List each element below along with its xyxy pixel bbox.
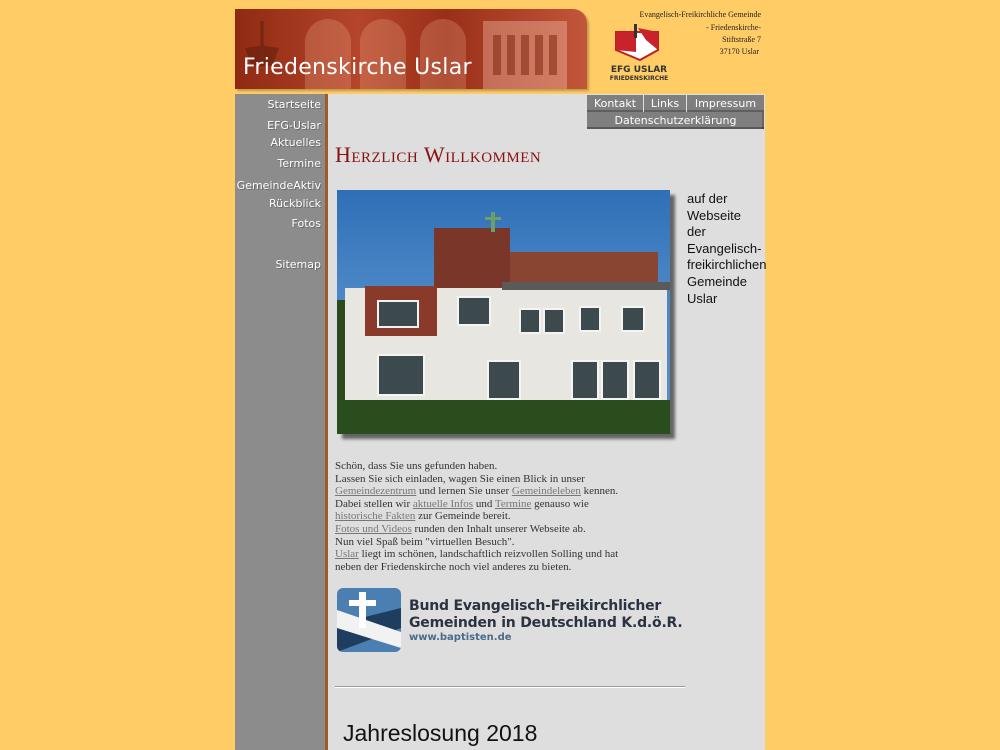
sidebar-item-sitemap[interactable]: Sitemap xyxy=(275,258,321,271)
text-span: und xyxy=(473,497,495,510)
address-line: - Friedenskirche- xyxy=(706,23,761,32)
address-line: Evangelisch-Freikirchliche Gemeinde xyxy=(639,10,761,19)
sidebar-item-startseite[interactable]: Startseite xyxy=(267,98,321,111)
intro-line: Webseite xyxy=(687,207,741,223)
photo-window xyxy=(621,306,645,332)
link-gemeindeleben[interactable]: Gemeindeleben xyxy=(511,485,581,498)
intro-line: Uslar xyxy=(687,290,718,306)
photo-window xyxy=(457,296,491,326)
intro-text xyxy=(687,191,767,307)
bund-name-line1: Bund Evangelisch-Freikirchlicher xyxy=(409,598,662,614)
text-span: kennen. xyxy=(580,485,619,498)
text-span: runden den Inhalt unserer Webseite ab. xyxy=(411,522,586,535)
photo-window xyxy=(579,306,601,332)
sidebar-item-fotos[interactable]: Fotos xyxy=(291,217,321,230)
text-line xyxy=(335,523,675,536)
link-historische-fakten[interactable]: historische Fakten xyxy=(335,510,416,523)
text-line xyxy=(335,510,675,523)
photo-window xyxy=(601,360,629,400)
text-span: liegt im schönen, landschaftlich reizvollen Solling und hat xyxy=(358,548,619,561)
top-nav xyxy=(587,95,764,129)
sidebar-item-efg-uslar[interactable]: EFG-Uslar xyxy=(267,119,321,132)
nav-links[interactable]: Links xyxy=(644,95,686,112)
bund-logo-link[interactable] xyxy=(337,588,683,654)
church-photo xyxy=(337,190,670,434)
banner-house-image xyxy=(483,21,567,89)
nav-datenschutz[interactable]: Datenschutzerklärung xyxy=(587,112,764,129)
sidebar xyxy=(235,94,328,750)
sidebar-item-aktuelles[interactable]: Aktuelles xyxy=(270,136,321,149)
photo-cross-bar xyxy=(485,217,501,220)
baptist-cross-icon xyxy=(337,588,401,652)
photo-cross xyxy=(491,212,495,232)
bund-url: www.baptisten.de xyxy=(409,632,512,643)
text-span: zur Gemeinde bereit. xyxy=(415,510,511,523)
text-line xyxy=(335,485,675,498)
intro-line: freikirchlichen xyxy=(687,257,767,273)
site-title: Friedenskirche Uslar xyxy=(243,55,472,80)
header-banner[interactable] xyxy=(235,9,587,89)
nav-impressum[interactable]: Impressum xyxy=(687,95,764,112)
intro-line: Evangelisch- xyxy=(687,240,762,256)
address-line: 37170 Uslar xyxy=(719,47,759,56)
page-title: Herzlich Willkommen xyxy=(335,142,542,167)
text-span: genauso wie xyxy=(531,497,589,510)
intro-line: der xyxy=(687,224,706,240)
text-span: Dabei stellen wir xyxy=(335,497,413,510)
bund-name-line2: Gemeinden in Deutschland K.d.ö.R. xyxy=(409,615,683,631)
photo-window xyxy=(377,300,419,328)
link-fotos-videos[interactable]: Fotos und Videos xyxy=(335,522,412,535)
jahreslosung-heading: Jahreslosung 2018 xyxy=(343,720,538,746)
link-aktuelle-infos[interactable]: aktuelle Infos xyxy=(412,497,474,510)
photo-window xyxy=(633,360,661,400)
text-line: Nun viel Spaß beim "virtuellen Besuch". xyxy=(335,535,515,548)
link-termine[interactable]: Termine xyxy=(494,497,532,510)
intro-line: auf der xyxy=(687,191,728,206)
text-line: neben der Friedenskirche noch viel anderes zu bieten. xyxy=(335,560,572,573)
link-gemeindezentrum[interactable]: Gemeindezentrum xyxy=(335,485,417,498)
photo-grass xyxy=(337,400,670,434)
sidebar-item-termine[interactable]: Termine xyxy=(277,157,321,170)
photo-window xyxy=(543,308,565,334)
welcome-text xyxy=(335,460,675,573)
address-block xyxy=(600,9,761,58)
text-line xyxy=(335,548,675,561)
text-line xyxy=(335,498,675,511)
photo-window xyxy=(377,354,425,396)
nav-kontakt[interactable]: Kontakt xyxy=(587,95,643,112)
photo-roof xyxy=(502,282,670,290)
divider xyxy=(335,686,685,688)
text-line: Lassen Sie sich einladen, wagen Sie einen Blick in unser xyxy=(335,472,585,485)
logo-text-2: FRIEDENSKIRCHE xyxy=(609,75,669,82)
sidebar-item-rueckblick[interactable]: Rückblick xyxy=(268,197,321,210)
photo-window xyxy=(519,308,541,334)
link-uslar[interactable]: Uslar xyxy=(335,548,359,561)
intro-line: Gemeinde xyxy=(687,273,747,289)
photo-window xyxy=(487,360,521,400)
sidebar-item-gemeindeaktiv[interactable]: GemeindeAktiv xyxy=(236,179,321,192)
photo-window xyxy=(571,360,599,400)
text-line: Schön, dass Sie uns gefunden haben. xyxy=(335,460,498,472)
text-span: und lernen Sie unser xyxy=(416,485,512,498)
logo-text-1: EFG USLAR xyxy=(610,65,668,75)
address-line: Stiftstraße 7 xyxy=(722,35,761,44)
